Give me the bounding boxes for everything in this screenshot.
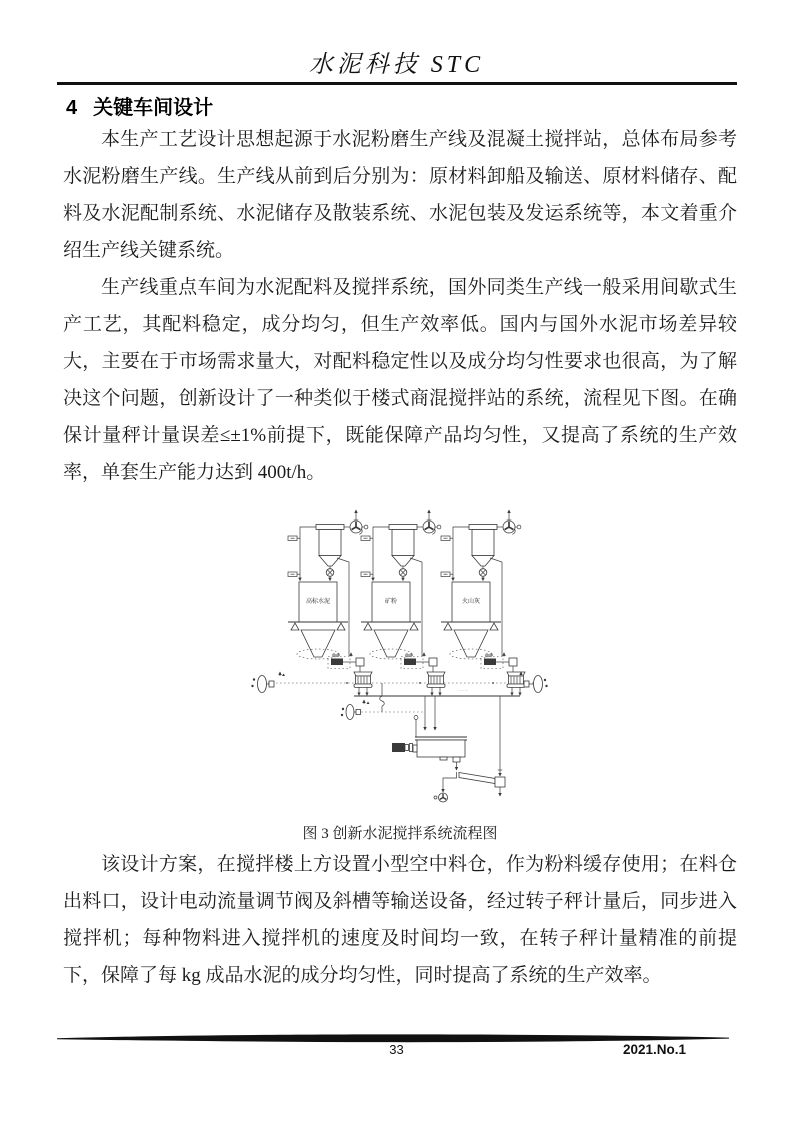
screw-conveyor [459, 773, 495, 784]
section-number: 4 [66, 97, 78, 119]
silo-label-2: 矿粉 [384, 599, 398, 605]
flow-note: ········ [458, 689, 469, 693]
mixer [392, 737, 467, 760]
figure-block [63, 500, 737, 846]
right-blower [521, 672, 548, 693]
silo-label-3: 火山灰 [461, 599, 481, 605]
paragraph-1: 本生产工艺设计思想起源于水泥粉磨生产线及混凝土搅拌站，总体布局参考水泥粉磨生产线。生产线从前到后分别为：原材料卸船及输送、原材料储存、配料及水泥配制系统、水泥储存及散装系统、水泥包装及发运系统等，本文着重介绍生产线关键系统。 [63, 129, 737, 261]
section-heading [66, 91, 213, 120]
silo-label-1: 高标水泥 [305, 599, 331, 605]
page-number: 33 [389, 1042, 404, 1057]
section-title: 关键车间设计 [93, 97, 214, 119]
process-flow-diagram [250, 500, 550, 818]
left-blower [251, 672, 285, 693]
paragraph-3: 该设计方案，在搅拌楼上方设置小型空中料仓，作为粉料缓存使用；在料仓出料口，设计电动流量调节阀及斜槽等输送设备，经过转子秤计量后，同步进入搅拌机；每种物料进入搅拌机的速度及时间均一致，在转子秤计量精准的前提下，保障了每 kg 成品水泥的成分均匀性，同时提高了系统的生产效率。 [63, 854, 737, 986]
bottom-fan-icon [434, 793, 448, 802]
journal-title: 水泥科技 STC [308, 52, 485, 78]
figure-caption: 图 3 创新水泥搅拌系统流程图 [302, 826, 498, 842]
paragraph-2: 生产线重点车间为水泥配料及搅拌系统，国外同类生产线一般采用间歇式生产工艺，其配料稳定，成分均匀，但生产效率低。国内与国外水泥市场差异较大，主要在于市场需求量大，对配料稳定性以及成分均匀性要求也很高，为了解决这个问题，创新设计了一种类似于楼式商混搅拌站的系统，流程见下图。在确保计量秤计量误差≤±1%前提下，既能保障产品均匀性，又提高了系统的生产效率，单套生产能力达到 400t/h。 [63, 277, 737, 483]
article-body [63, 121, 737, 994]
header-rule [57, 82, 737, 85]
issue-label: 2021.No.1 [622, 1042, 686, 1057]
